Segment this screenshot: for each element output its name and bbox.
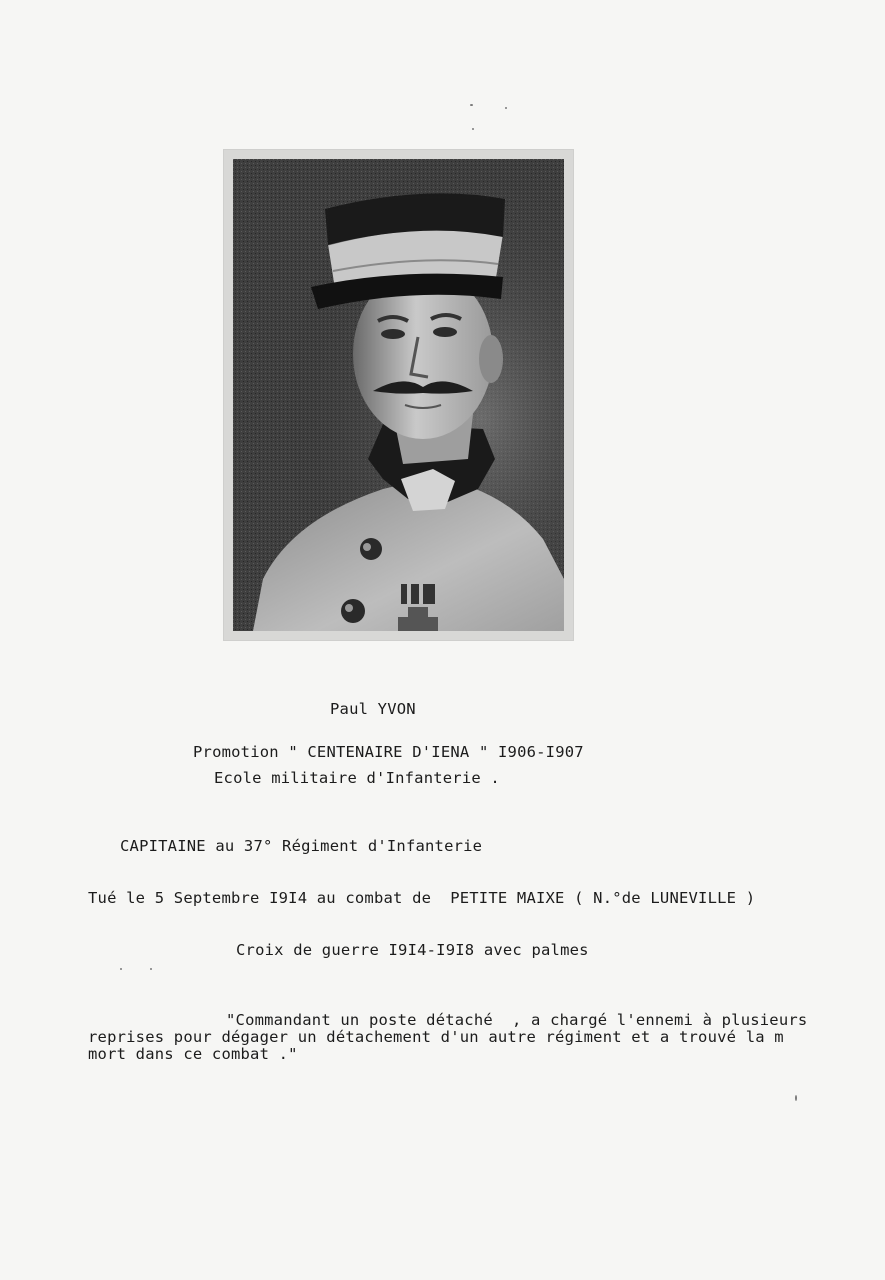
- portrait-image: [233, 159, 564, 631]
- officer-name: Paul YVON: [330, 700, 416, 718]
- scan-speck: [472, 128, 474, 130]
- rank-line: CAPITAINE au 37° Régiment d'Infanterie: [120, 837, 483, 855]
- scan-speck: [795, 1095, 797, 1101]
- scan-speck: [470, 104, 473, 106]
- death-line: Tué le 5 Septembre I9I4 au combat de PETITE MAIXE ( N.°de LUNEVILLE ): [88, 889, 756, 907]
- citation-line: mort dans ce combat .": [88, 1045, 298, 1063]
- school-line: Ecole militaire d'Infanterie .: [214, 769, 500, 787]
- decoration-line: Croix de guerre I9I4-I9I8 avec palmes: [236, 941, 589, 959]
- scan-speck: [120, 968, 122, 970]
- scan-speck: [150, 968, 152, 970]
- citation-line: reprises pour dégager un détachement d'un autre régiment et a trouvé la m: [88, 1028, 784, 1046]
- citation-line: "Commandant un poste détaché , a chargé l'ennemi à plusieurs: [226, 1011, 808, 1029]
- promotion-line: Promotion " CENTENAIRE D'IENA " I906-I907: [193, 743, 584, 761]
- portrait-photo: [224, 150, 573, 640]
- scan-speck: [505, 107, 507, 109]
